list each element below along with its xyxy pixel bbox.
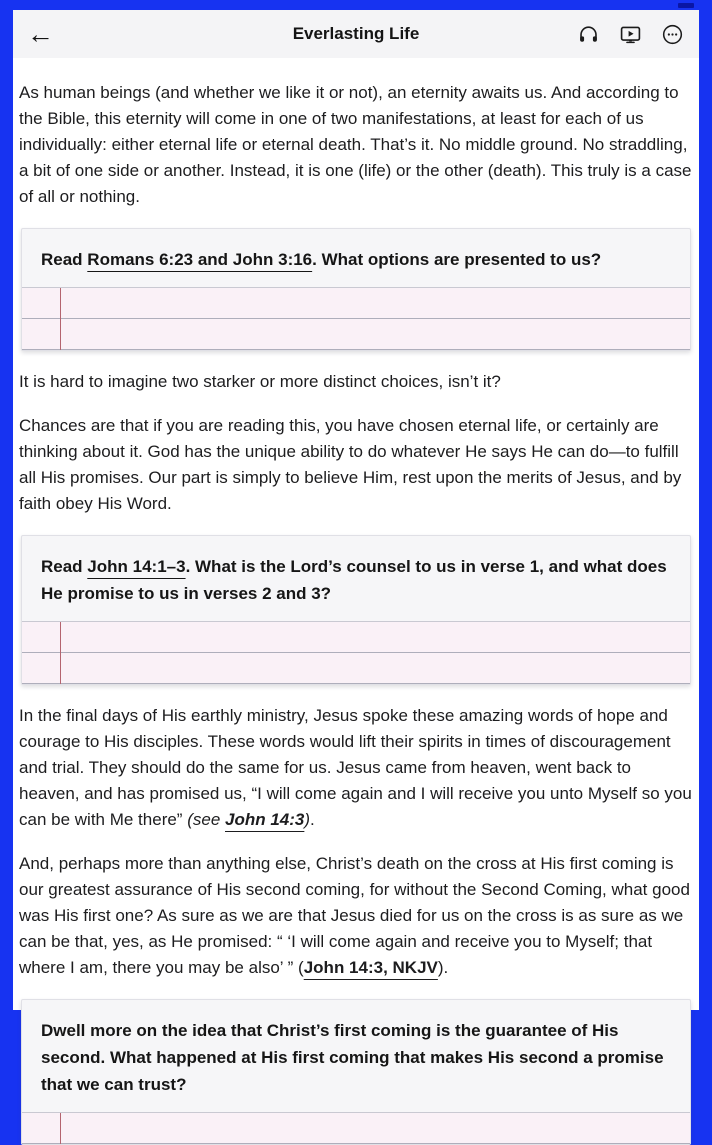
- question-text: [22, 1000, 690, 1113]
- text-segment: . What is the Lord’s counsel to us in verse 1, and what does He promise to us in verses 2 and 3?: [41, 557, 667, 603]
- answer-line[interactable]: [22, 319, 690, 350]
- answer-line[interactable]: [22, 288, 690, 319]
- answer-area[interactable]: [22, 1113, 690, 1144]
- question-text: [22, 229, 690, 288]
- question-card: [21, 228, 691, 351]
- headphones-icon[interactable]: [576, 22, 601, 47]
- margin-rule-line: [60, 622, 61, 684]
- text-segment: (see: [187, 810, 225, 829]
- statusbar-remnant: [678, 3, 694, 8]
- more-options-icon[interactable]: [660, 22, 685, 47]
- scripture-link[interactable]: Romans 6:23 and John 3:16: [87, 250, 313, 269]
- answer-line[interactable]: [22, 653, 690, 684]
- answer-line[interactable]: [22, 1113, 690, 1144]
- text-segment: .: [310, 810, 315, 829]
- answer-area[interactable]: [22, 622, 690, 684]
- text-segment: And, perhaps more than anything else, Christ’s death on the cross at His first coming is our greatest assurance of His second coming, for without the Second Coming, what good was His first one? As sure as we are that Jesus died for us on the cross is as sure as we can be that, yes, as He promised: “ ‘I will come again and receive you to Myself; that where I am, there you may be also’ ” (: [19, 854, 690, 977]
- lesson-paragraph: [19, 703, 693, 833]
- question-card: [21, 999, 691, 1145]
- text-segment: In the final days of His earthly ministry, Jesus spoke these amazing words of hope and courage to His disciples. These words would lift their spirits in times of discouragement and trial. They should do the same for us. Jesus came from heaven, went back to heaven, and has promised us, “I will come again and I will receive you unto Myself so you can be with Me there”: [19, 706, 692, 829]
- text-segment: . What options are presented to us?: [312, 250, 602, 269]
- text-segment: As human beings (and whether we like it or not), an eternity awaits us. And according to the Bible, this eternity will come in one of two manifestations, at least for each of us individually: either eternal life or eternal death. That’s it. No middle ground. No straddling, a bit of one side or another. Instead, it is one (life) or the other (death). This truly is a case of all or nothing.: [19, 83, 692, 206]
- scripture-link[interactable]: John 14:3, NKJV: [303, 958, 438, 977]
- page-title: Everlasting Life: [292, 24, 420, 43]
- scripture-link[interactable]: John 14:1–3: [87, 557, 186, 576]
- text-segment: Dwell more on the idea that Christ’s first coming is the guarantee of His second. What happened at His first coming that makes His second a promise that we can trust?: [41, 1021, 664, 1094]
- text-segment: ).: [437, 958, 449, 977]
- lesson-paragraph: [19, 413, 693, 517]
- lesson-page: [13, 10, 699, 1094]
- lesson-paragraph: [19, 851, 693, 981]
- lesson-content[interactable]: [13, 58, 699, 1145]
- appbar-actions: [576, 22, 685, 47]
- text-segment: Chances are that if you are reading this, you have chosen eternal life, or certainly are thinking about it. God has the unique ability to do whatever He says He can do—to fulfill all His promises. Our part is simply to believe Him, rest upon the merits of Jesus, and by faith obey His Word.: [19, 416, 682, 513]
- text-segment: Read: [41, 557, 88, 576]
- text-segment: It is hard to imagine two starker or more distinct choices, isn’t it?: [19, 372, 501, 391]
- answer-area[interactable]: [22, 288, 690, 350]
- scripture-link[interactable]: John 14:3: [225, 810, 305, 829]
- text-segment: Read: [41, 250, 88, 269]
- text-segment: ): [304, 810, 311, 829]
- video-player-icon[interactable]: [618, 22, 643, 47]
- margin-rule-line: [60, 288, 61, 350]
- lesson-paragraph: [19, 80, 693, 210]
- question-card: [21, 535, 691, 685]
- lesson-paragraph: [19, 369, 693, 395]
- answer-line[interactable]: [22, 622, 690, 653]
- back-button[interactable]: ←: [27, 21, 57, 48]
- margin-rule-line: [60, 1113, 61, 1144]
- app-bar: [13, 10, 699, 58]
- question-text: [22, 536, 690, 622]
